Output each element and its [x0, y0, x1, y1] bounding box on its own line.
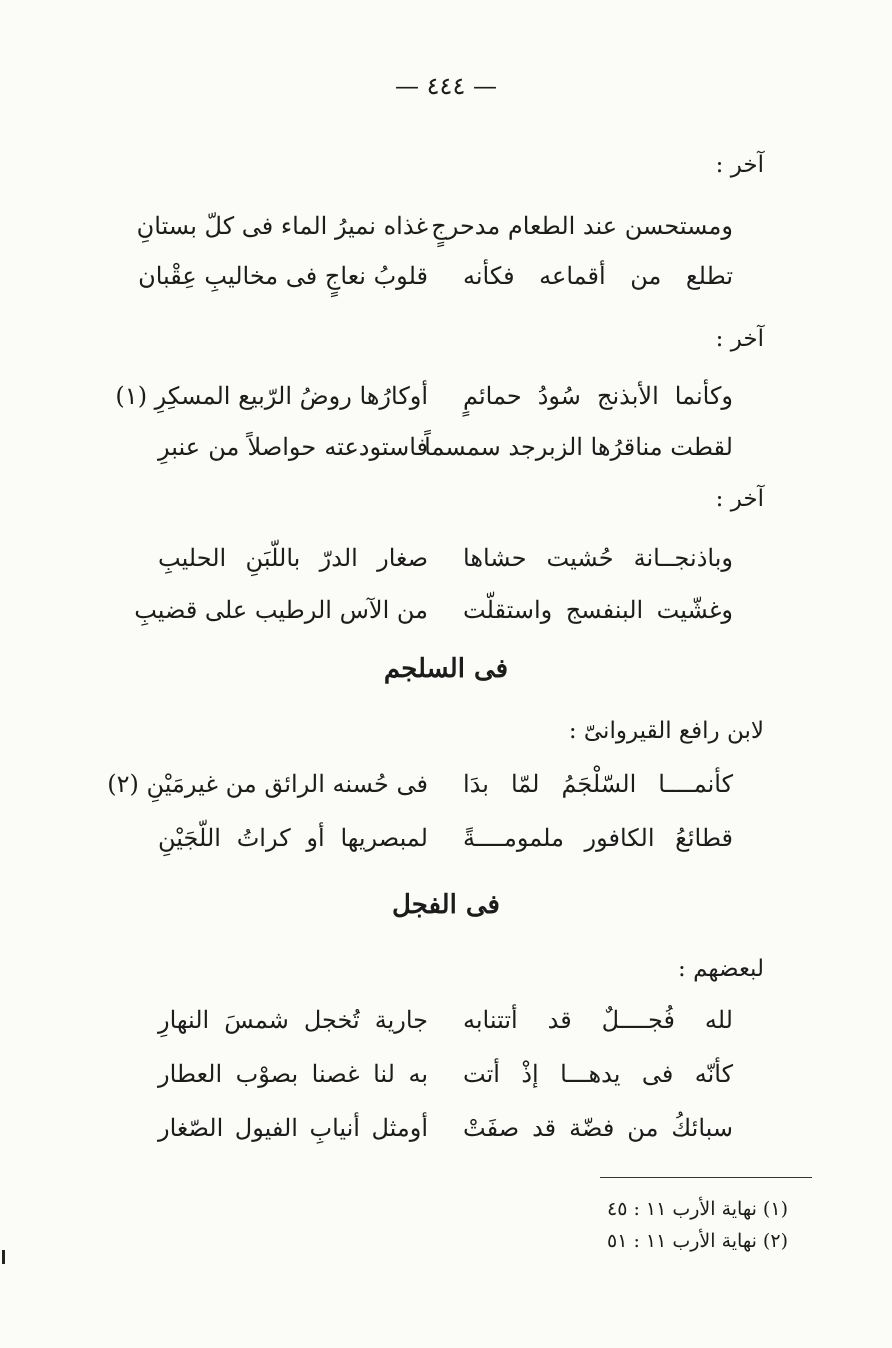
verse-line — [134, 590, 733, 630]
verse-first-hemistich: تطلع من أقماعه فكأنه — [463, 262, 733, 290]
verse-first-hemistich: سبائكُ من فضّة قد صفَتْ — [463, 1114, 733, 1142]
section-heading: فى الفجل — [392, 890, 500, 920]
verse-line — [158, 1000, 733, 1040]
verse-second-hemistich: غذاه نميرُ الماء فى كلّ بستانِ — [136, 212, 428, 240]
verse-first-hemistich: كأنمــــا السّلْجَمُ لمّا بدَا — [463, 770, 733, 798]
verse-line — [158, 538, 733, 578]
verse-second-hemistich: أوكارُها روضُ الرّبيع المسكِرِ (١) — [115, 382, 428, 410]
verse-second-hemistich: لمبصريها أو كراتُ اللّجَيْنِ — [158, 824, 428, 852]
section-label: آخر : — [715, 152, 764, 178]
verse-first-hemistich: قطائعُ الكافور ملمومــــةً — [463, 824, 733, 852]
verse-second-hemistich: صغار الدرّ باللّبَنِ الحليبِ — [158, 544, 428, 572]
verse-first-hemistich: لقطت مناقرُها الزبرجد سمسماً — [424, 433, 733, 461]
verse-line — [115, 376, 733, 416]
verse-second-hemistich: أومثل أنيابِ الفيول الصّغار — [158, 1114, 428, 1142]
verse-first-hemistich: ومستحسن عند الطعام مدحرجٍ — [431, 212, 733, 240]
verse-line — [158, 1108, 733, 1148]
verse-line — [158, 1054, 733, 1094]
section-label: آخر : — [715, 486, 764, 512]
footnote: (١) نهاية الأرب ١١ : ٤٥ — [607, 1198, 788, 1220]
verse-second-hemistich: فى حُسنه الرائق من غيرمَيْنِ (٢) — [107, 770, 428, 798]
footnote: (٢) نهاية الأرب ١١ : ٥١ — [607, 1230, 788, 1252]
verse-line — [158, 427, 733, 467]
section-heading: فى السلجم — [383, 654, 509, 684]
verse-first-hemistich: وباذنجــانة حُشيت حشاها — [463, 544, 733, 572]
verse-line — [107, 764, 733, 804]
verse-first-hemistich: كأنّه فى يدهـــا إذْ أتت — [463, 1060, 733, 1088]
verse-first-hemistich: وكأنما الأبذنج سُودُ حمائمٍ — [463, 382, 733, 410]
section-label: آخر : — [715, 326, 764, 352]
footnote-divider — [600, 1177, 812, 1178]
section-label: لبعضهم : — [678, 956, 764, 982]
margin-mark — [2, 1250, 5, 1264]
verse-line — [138, 256, 733, 296]
verse-first-hemistich: لله فُجــــلٌ قد أتتنابه — [463, 1006, 733, 1034]
verse-first-hemistich: وغشّيت البنفسج واستقلّت — [463, 596, 733, 624]
verse-second-hemistich: به لنا غصنا بصوْب العطار — [158, 1060, 428, 1088]
verse-second-hemistich: قلوبُ نعاجٍ فى مخاليبِ عِقْبان — [138, 262, 428, 290]
page-number: — ٤٤٤ — — [395, 72, 497, 100]
verse-line — [158, 818, 733, 858]
section-label: لابن رافع القيروانىّ : — [568, 718, 764, 744]
verse-second-hemistich: من الآس الرطيب على قضيبِ — [134, 596, 428, 624]
verse-second-hemistich: فاستودعته حواصلاً من عنبرِ — [158, 433, 428, 461]
verse-line — [136, 206, 733, 246]
verse-second-hemistich: جارية تُخجل شمسَ النهارِ — [158, 1006, 428, 1034]
